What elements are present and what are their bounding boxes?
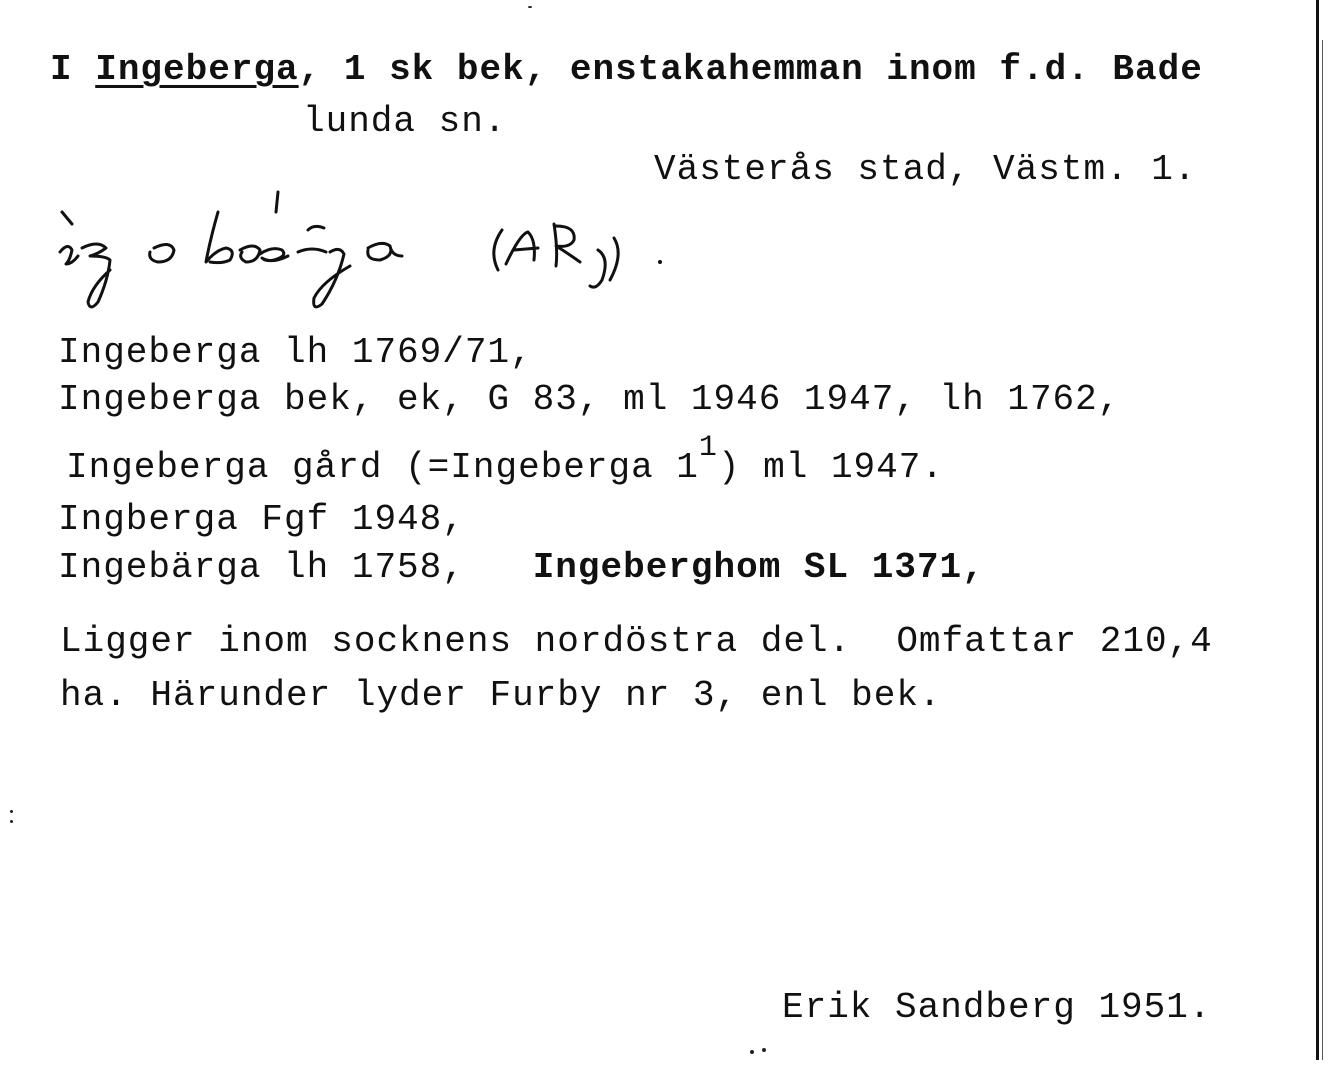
form-line-2: Ingeberga bek, ek, G 83, ml 1946 1947, lh 1762, [58,379,1121,420]
form-line-5: Ingebärga lh 1758, Ingeberghom SL 1371, [58,547,985,588]
card-edge-shadow [1322,40,1323,1060]
scan-speck [528,6,532,8]
place-name: Ingeberga [95,49,299,90]
handwritten-pronunciation [50,190,690,320]
scan-speck [750,1050,754,1054]
source-ref: Ingeberghom SL 1371, [532,547,985,588]
location-line: Västerås stad, Västm. 1. [654,149,1197,190]
card-edge-line [1316,0,1319,1060]
header-line-1 [50,50,1203,90]
scan-speck [762,1048,766,1052]
header-line-2: lunda sn. [303,101,507,142]
superscript: 1 [698,431,718,465]
scan-speck [10,820,13,823]
entry-number: I [50,49,73,90]
description-line-2: ha. Härunder lyder Furby nr 3, enl bek. [60,675,942,716]
description-line-1: Ligger inom socknens nordöstra del. Omfattar 210,4 [60,621,1213,662]
form-line-3: Ingeberga gård (=Ingeberga $1^1$) ml 1947. [66,431,944,488]
form-line-1: Ingeberga lh 1769/71, [58,332,533,373]
signature: Erik Sandberg 1951. [782,987,1212,1028]
header-description: , 1 sk bek, enstakahemman inom f.d. Bade [298,49,1203,90]
scan-speck [10,810,13,813]
form-line-4: Ingberga Fgf 1948, [58,499,465,540]
